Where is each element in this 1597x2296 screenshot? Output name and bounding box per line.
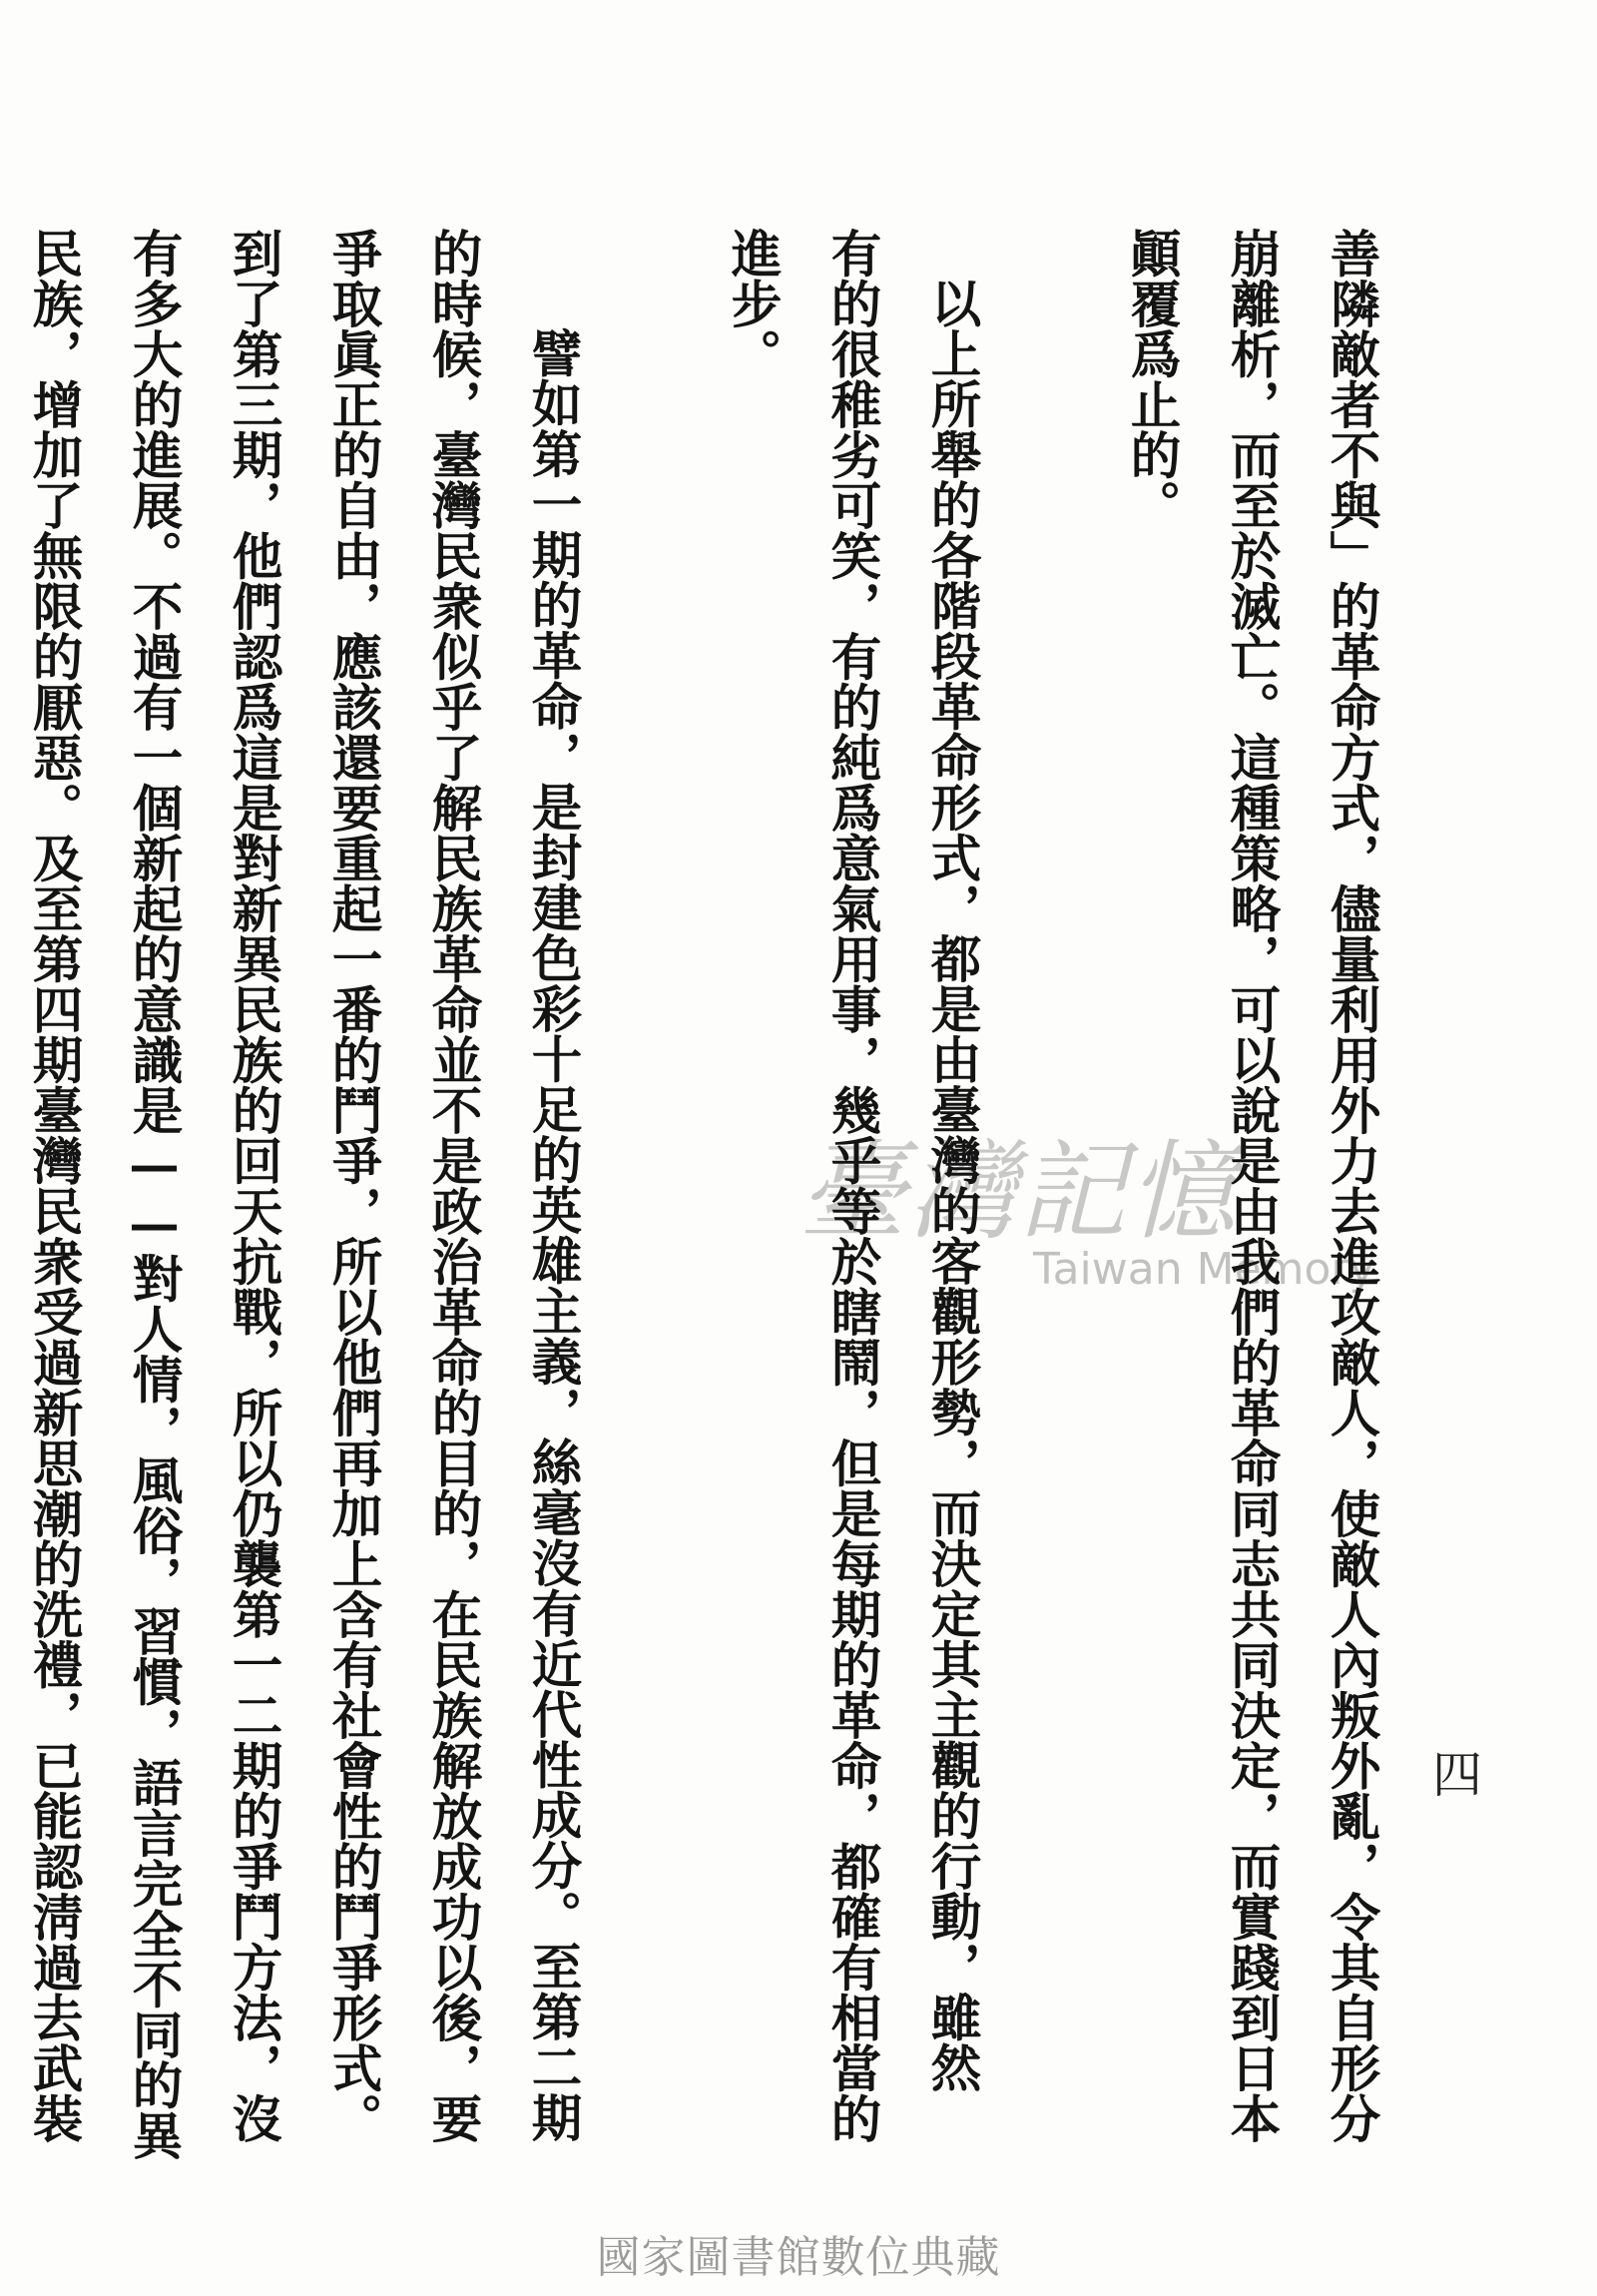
page-number: 四 [1432, 1746, 1482, 1804]
text-column-3: 顚覆爲止的。 [1123, 228, 1182, 530]
text-column-11: 有多大的進展。不過有一個新起的意識是——對人情，風俗，習慣，語言完全不同的異 [125, 228, 184, 2160]
archive-footer: 國家圖書館數位典藏 [596, 2232, 1001, 2283]
text-column-5: 有的很稚劣可笑，有的純爲意氣用事，幾乎等於瞎鬧，但是每期的革命，都確有相當的 [823, 228, 882, 2143]
text-column-2: 崩離析，而至於滅亡。這種策略，可以說是由我們的革命同志共同決定，而實踐到日本 [1223, 228, 1282, 2143]
text-column-7: 譬如第一期的革命，是封建色彩十足的英雄主義，絲毫沒有近代性成分。至第二期 [524, 327, 583, 2142]
text-column-10: 到了第三期，他們認爲這是對新異民族的回天抗戰，所以仍襲第一二期的爭鬥方法，沒 [225, 228, 283, 2143]
watermark-chinese: 臺灣記憶 [798, 1130, 1239, 1255]
text-column-1: 善隣敵者不與」的革命方式，儘量利用外力去進攻敵人，使敵人內叛外亂，令其自形分 [1323, 228, 1381, 2143]
watermark-english: Taiwan Memory [1033, 1244, 1375, 1295]
text-column-4: 以上所舉的各階段革命形式，都是由臺灣的客觀形勢，而決定其主觀的行動，雖然 [923, 278, 982, 2092]
text-column-9: 爭取眞正的自由，應該還要重起一番的鬥爭，所以他們再加上含有社會性的鬥爭形式。 [324, 228, 383, 2143]
text-column-8: 的時候，臺灣民衆似乎了解民族革命並不是政治革命的目的，在民族解放成功以後，要 [424, 228, 483, 2143]
text-column-6: 進步。 [724, 228, 783, 379]
vertical-text-body [4, 228, 1401, 2214]
text-column-12: 民族，增加了無限的厭惡。及至第四期臺灣民衆受過新思潮的洗禮，已能認淸過去武裝 [25, 228, 84, 2143]
